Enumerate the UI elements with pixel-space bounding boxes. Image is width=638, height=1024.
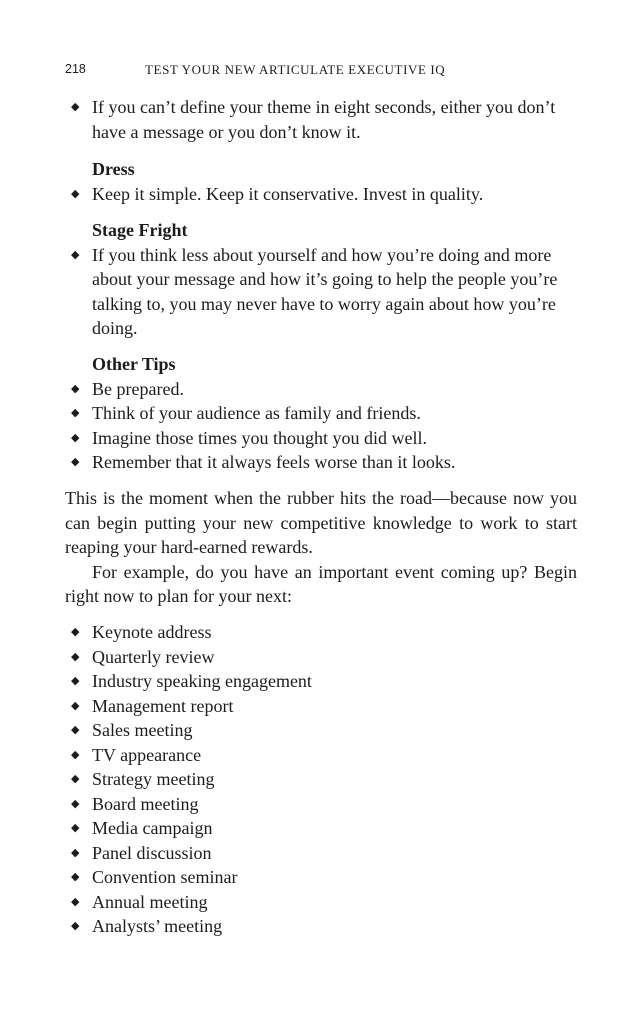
list-item [65, 645, 577, 670]
tip-stage-fright [65, 218, 577, 341]
diamond-bullet-icon: ◆ [71, 895, 80, 908]
event-text: Quarterly review [92, 646, 215, 667]
list-item [65, 841, 577, 866]
list-item [65, 865, 577, 890]
diamond-bullet-icon: ◆ [71, 431, 80, 444]
tip-dress [65, 157, 577, 206]
tip-text: Be prepared. [92, 378, 184, 399]
diamond-bullet-icon: ◆ [71, 871, 80, 883]
event-text: Industry speaking engagement [92, 671, 312, 691]
body-text [65, 486, 577, 609]
event-text: Board meeting [92, 793, 199, 814]
list-item [65, 620, 577, 645]
running-title: TEST YOUR NEW ARTICULATE EXECUTIVE IQ [145, 62, 446, 77]
diamond-bullet-icon: ◆ [71, 920, 80, 932]
event-text: Strategy meeting [92, 769, 215, 789]
diamond-bullet-icon: ◆ [71, 248, 80, 261]
event-text: Annual meeting [92, 891, 208, 912]
diamond-bullet-icon: ◆ [71, 822, 80, 834]
event-text: Management report [92, 695, 234, 716]
diamond-bullet-icon: ◆ [71, 101, 80, 113]
section-heading: Stage Fright [92, 220, 188, 240]
tip-text: Imagine those times you thought you did well. [92, 427, 427, 448]
list-item [65, 243, 577, 341]
page-number: 218 [65, 62, 86, 76]
list-item [65, 792, 577, 817]
diamond-bullet-icon: ◆ [71, 797, 80, 810]
list-item [65, 669, 577, 694]
list-item [65, 694, 577, 719]
tip-theme [65, 95, 577, 144]
list-item [65, 914, 577, 939]
event-text: Analysts’ meeting [92, 916, 223, 936]
diamond-bullet-icon: ◆ [71, 748, 80, 761]
diamond-bullet-icon: ◆ [71, 407, 80, 419]
diamond-bullet-icon: ◆ [71, 773, 80, 785]
tip-text: If you think less about yourself and how you’re doing and more about your message and how it’s going to help the people you’re talking to, you may never have to worry again about how you’re doing. [92, 244, 558, 338]
tip-text: Keep it simple. Keep it conservative. Invest in quality. [92, 183, 484, 204]
list-item [65, 182, 577, 207]
diamond-bullet-icon: ◆ [71, 187, 80, 200]
list-item [65, 718, 577, 743]
event-text: Keynote address [92, 622, 212, 642]
tip-text: Remember that it always feels worse than it looks. [92, 452, 456, 472]
event-text: Convention seminar [92, 867, 238, 887]
diamond-bullet-icon: ◆ [71, 846, 80, 859]
diamond-bullet-icon: ◆ [71, 675, 80, 687]
section-heading: Other Tips [92, 354, 176, 374]
list-item [65, 377, 577, 402]
list-item [65, 95, 577, 144]
diamond-bullet-icon: ◆ [71, 626, 80, 638]
tip-text: If you can’t define your theme in eight seconds, either you don’t have a message or you don’t know it. [92, 97, 556, 142]
diamond-bullet-icon: ◆ [71, 456, 80, 468]
list-item [65, 401, 577, 426]
paragraph: This is the moment when the rubber hits the road—because now you can begin putting your new competitive knowledge to work to start reaping your hard-earned rewards. [65, 488, 577, 557]
diamond-bullet-icon: ◆ [71, 650, 80, 663]
event-list [65, 620, 577, 939]
paragraph: For example, do you have an important event coming up? Begin right now to plan for your next: [65, 561, 577, 606]
list-item [65, 816, 577, 841]
list-item [65, 426, 577, 451]
list-item [65, 890, 577, 915]
tip-text: Think of your audience as family and friends. [92, 403, 421, 423]
diamond-bullet-icon: ◆ [71, 724, 80, 736]
list-item [65, 450, 577, 475]
event-text: Panel discussion [92, 842, 212, 863]
event-text: Sales meeting [92, 720, 193, 740]
running-header [65, 62, 577, 80]
list-item [65, 743, 577, 768]
list-item [65, 767, 577, 792]
diamond-bullet-icon: ◆ [71, 382, 80, 395]
event-text: TV appearance [92, 744, 202, 765]
event-text: Media campaign [92, 818, 213, 838]
diamond-bullet-icon: ◆ [71, 699, 80, 712]
section-heading: Dress [92, 159, 135, 179]
tip-other [65, 352, 577, 475]
